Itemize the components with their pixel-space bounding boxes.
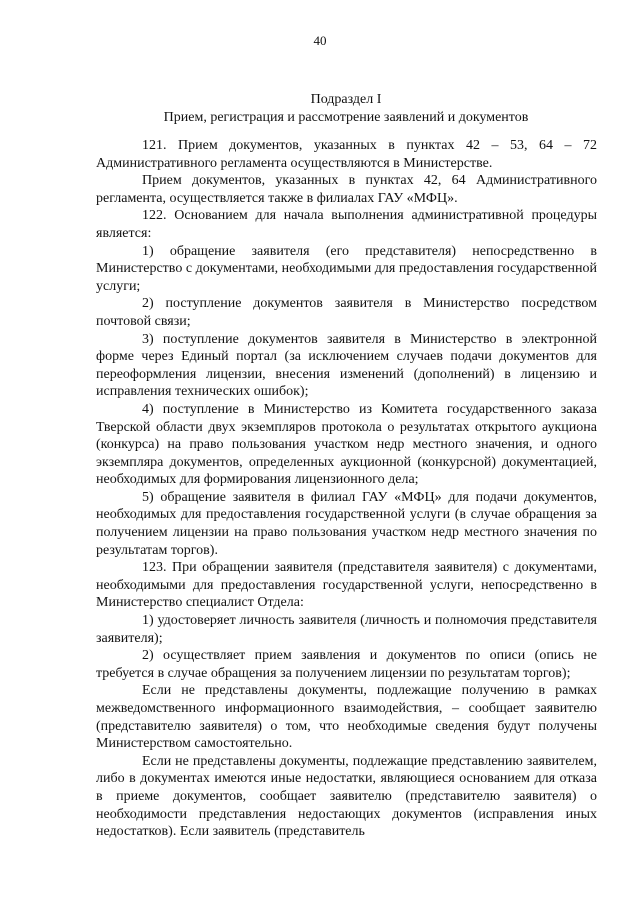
- page-number: 40: [313, 33, 327, 48]
- list-item-122-3: 3) поступление документов заявителя в Министерство в электронной форме через Единый портал (за исключением случаев подачи документов для переоформления лицензии, внесения изменений (дополнений) в лицензию и исправления технических ошибок);: [96, 331, 597, 400]
- list-item-122-5: 5) обращение заявителя в филиал ГАУ «МФЦ» для подачи документов, необходимых для предоставления государственной услуги (в случае обращения за получением лицензии на право пользования участком недр местного значения по результатам торгов).: [96, 489, 597, 558]
- paragraph-121-mfc: Прием документов, указанных в пунктах 42, 64 Административного регламента, осуществляется также в филиалах ГАУ «МФЦ».: [96, 173, 597, 206]
- list-item-122-4: 4) поступление в Министерство из Комитета государственного заказа Тверской области двух экземпляров протокола о результатах открытого аукциона (конкурса) на право пользования участком недр местного значения, и одного экземпляра документов, определенных аукционной (конкурсной) документацией, необходимых для формирования лицензионного дела;: [96, 401, 597, 488]
- section-heading: [96, 91, 596, 127]
- paragraph-121: 121. Прием документов, указанных в пунктах 42 – 53, 64 – 72 Административного регламента осуществляются в Министерстве.: [96, 138, 597, 171]
- document-body: [96, 137, 597, 841]
- subsection-title: Подраздел I: [310, 92, 382, 107]
- paragraph-missing-documents: Если не представлены документы, подлежащие представлению заявителем, либо в документах имеются иные недостатки, являющиеся основанием для отказа в приеме документов, сообщает заявителю (представителю заявителя) о необходимости представления недостающих документов (исправления иных недостатков). Если заявитель (представитель: [96, 753, 597, 840]
- list-item-122-2: 2) поступление документов заявителя в Министерство посредством почтовой связи;: [96, 296, 597, 329]
- paragraph-122: 122. Основанием для начала выполнения административной процедуры является:: [96, 208, 597, 241]
- list-item-123-2: 2) осуществляет прием заявления и документов по описи (опись не требуется в случае обращения за получением лицензии по результатам торгов);: [96, 648, 597, 681]
- paragraph-123: 123. При обращении заявителя (представителя заявителя) с документами, необходимыми для предоставления государственной услуги, непосредственно в Министерство специалист Отдела:: [96, 560, 597, 611]
- paragraph-interagency: Если не представлены документы, подлежащие получению в рамках межведомственного информационного взаимодействия, – сообщает заявителю (представителю заявителя) о том, что необходимые сведения будут получены Министерством самостоятельно.: [96, 683, 597, 752]
- list-item-122-1: 1) обращение заявителя (его представителя) непосредственно в Министерство с документами, необходимыми для предоставления государственной услуги;: [96, 243, 597, 294]
- section-title: Прием, регистрация и рассмотрение заявлений и документов: [163, 110, 529, 125]
- list-item-123-1: 1) удостоверяет личность заявителя (личность и полномочия представителя заявителя);: [96, 613, 597, 646]
